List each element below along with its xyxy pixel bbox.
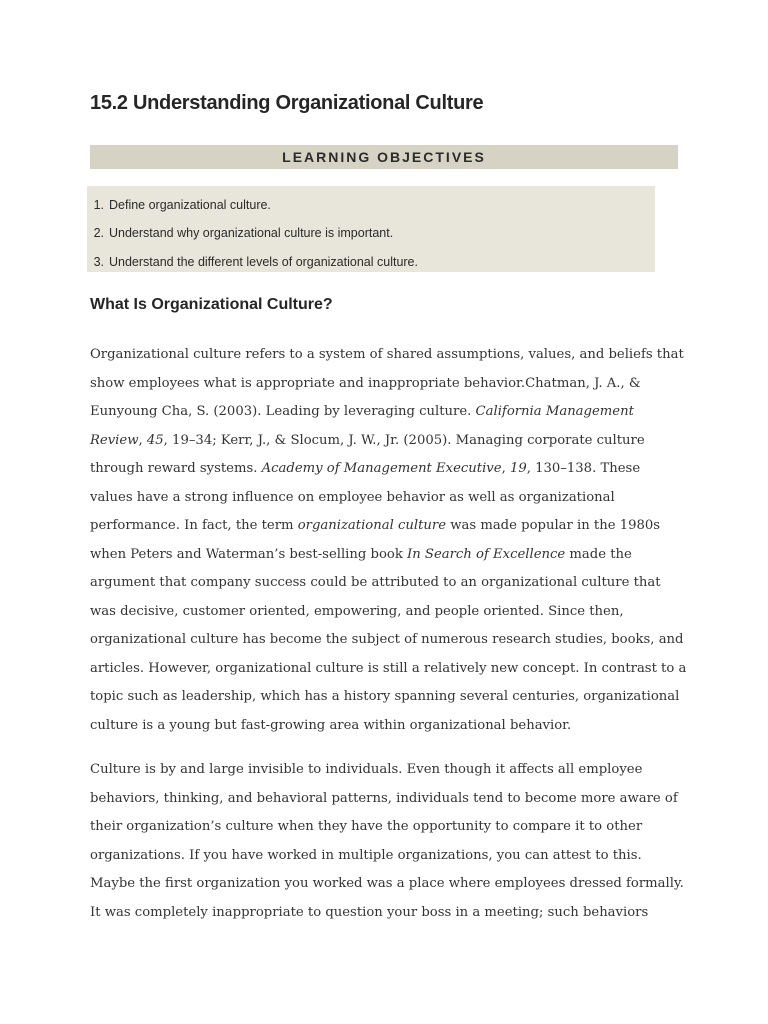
text-run: , <box>501 461 510 476</box>
paragraph-line <box>90 541 690 570</box>
paragraph-line <box>90 484 690 513</box>
section-title: 15.2 Understanding Organizational Culture <box>90 92 484 114</box>
paragraph-line <box>90 756 690 785</box>
italic-text: In Search of Excellence <box>407 546 566 562</box>
text-run: Eunyoung Cha, S. (2003). Leading by leveraging culture. <box>90 404 476 419</box>
learning-objectives-header-label: LEARNING OBJECTIVES <box>282 149 486 165</box>
text-run: values have a strong influence on employee behavior as well as organizational <box>90 489 615 505</box>
paragraph-line <box>90 712 690 741</box>
text-run: was made popular in the 1980s <box>446 518 661 533</box>
paragraph-line <box>90 398 690 427</box>
text-run: argument that company success could be attributed to an organizational culture that <box>90 575 661 590</box>
text-run: organizations. If you have worked in multiple organizations, you can attest to this. <box>90 847 642 863</box>
learning-objective-number: 2. <box>93 226 104 240</box>
text-run: , 19–34; Kerr, J., & Slocum, J. W., Jr. (2005). Managing corporate culture <box>163 432 645 448</box>
italic-text: 45 <box>146 432 164 448</box>
learning-objective-text: Define organizational culture. <box>109 198 271 212</box>
paragraph-line <box>90 899 690 928</box>
text-run: behaviors, thinking, and behavioral patterns, individuals tend to become more aware of <box>90 790 678 806</box>
text-run: articles. However, organizational culture is still a relatively new concept. In contrast to a <box>90 660 687 676</box>
paragraph-line <box>90 569 690 598</box>
paragraph-line <box>90 870 690 899</box>
learning-objective-number: 3. <box>93 255 104 269</box>
learning-objectives-box <box>87 186 655 272</box>
paragraph-line <box>90 813 690 842</box>
paragraph-line <box>90 683 690 712</box>
text-run: through reward systems. <box>90 461 262 476</box>
learning-objectives-header <box>90 145 678 169</box>
text-run: It was completely inappropriate to question your boss in a meeting; such behaviors <box>90 904 649 920</box>
text-run: made the <box>565 546 632 562</box>
paragraph-line <box>90 427 690 456</box>
text-run: Culture is by and large invisible to individuals. Even though it affects all employee <box>90 762 643 777</box>
italic-text: 19 <box>509 461 527 476</box>
learning-objective-text: Understand why organizational culture is important. <box>109 226 394 240</box>
paragraph-line <box>90 370 690 399</box>
text-run: , <box>138 432 147 448</box>
text-run: Organizational culture refers to a system of shared assumptions, values, and beliefs that <box>90 347 684 362</box>
text-run: performance. In fact, the term <box>90 518 298 533</box>
italic-text: Review <box>90 432 139 448</box>
paragraph-line <box>90 512 690 541</box>
paragraph-line <box>90 626 690 655</box>
body-paragraph <box>90 756 690 927</box>
paragraph-line <box>90 785 690 814</box>
paragraph-line <box>90 455 690 484</box>
text-run: was decisive, customer oriented, empowering, and people oriented. Since then, <box>90 603 624 619</box>
italic-text: organizational culture <box>297 518 447 533</box>
text-run: , 130–138. These <box>526 461 641 476</box>
text-run: Maybe the first organization you worked was a place where employees dressed formally. <box>90 876 684 891</box>
subheading: What Is Organizational Culture? <box>90 296 333 313</box>
text-run: show employees what is appropriate and inappropriate behavior.Chatman, J. A., & <box>90 375 641 391</box>
learning-objective-text: Understand the different levels of organizational culture. <box>109 255 418 269</box>
paragraph-line <box>90 598 690 627</box>
text-run: their organization’s culture when they have the opportunity to compare it to other <box>90 819 643 834</box>
text-run: organizational culture has become the subject of numerous research studies, books, and <box>90 632 684 647</box>
paragraph-line <box>90 842 690 871</box>
italic-text: Academy of Management Executive <box>261 461 502 476</box>
paragraph-line <box>90 341 690 370</box>
paragraph-line <box>90 655 690 684</box>
body-paragraph <box>90 341 690 740</box>
text-run: topic such as leadership, which has a history spanning several centuries, organizational <box>90 689 680 704</box>
text-run: culture is a young but fast-growing area within organizational behavior. <box>90 717 572 733</box>
text-run: when Peters and Waterman’s best-selling book <box>90 546 408 562</box>
italic-text: California Management <box>475 404 634 419</box>
learning-objective-number: 1. <box>93 198 104 212</box>
